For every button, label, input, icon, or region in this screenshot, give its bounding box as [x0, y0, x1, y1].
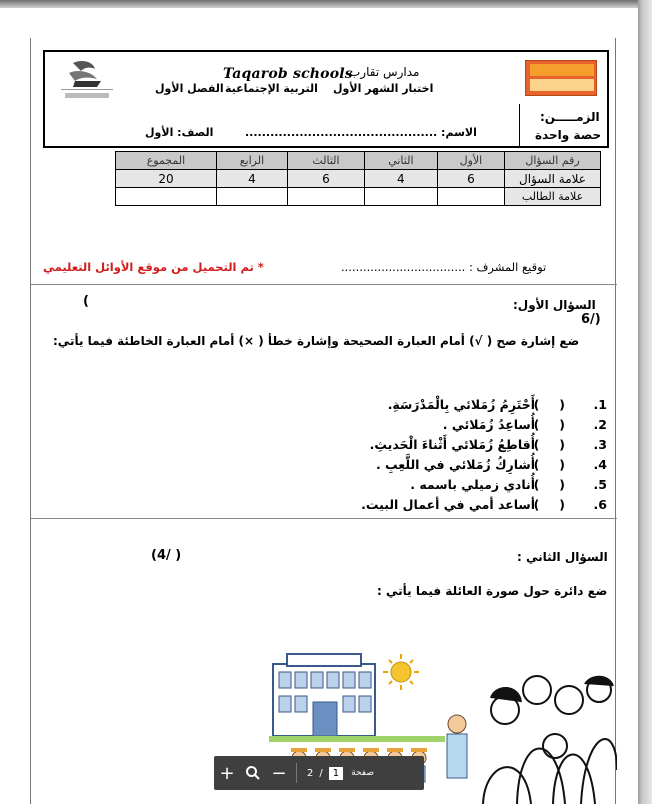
answer-box[interactable]: ()	[533, 496, 585, 512]
item-number: 5.	[593, 476, 607, 492]
table-cell: رقم السؤال	[505, 152, 601, 170]
brand-arabic: مدارس تقارب	[349, 65, 420, 79]
zoom-in-button[interactable]	[214, 756, 240, 790]
item-text: أساعد أمي في أعمال البيت.	[361, 496, 535, 512]
divider	[31, 518, 617, 519]
item-number: 6.	[593, 496, 607, 512]
grade-table	[115, 151, 601, 206]
table-cell: المجموع	[116, 152, 217, 170]
table-row	[116, 152, 601, 170]
exam-header	[43, 50, 609, 148]
item-number: 2.	[593, 416, 607, 432]
zoom-out-button[interactable]	[266, 756, 292, 790]
supervisor-signature: توقيع المشرف : ..................................	[341, 260, 547, 274]
page-separator: /	[319, 767, 323, 779]
list-item	[231, 394, 607, 414]
viewer-scrollbar-area[interactable]	[638, 0, 652, 804]
item-number: 3.	[593, 436, 607, 452]
table-cell: 4	[216, 170, 287, 188]
answer-box[interactable]: ()	[533, 416, 585, 432]
item-text: أُساعِدُ زُمَلائي .	[442, 416, 535, 432]
question2-instruction: ضع دائرة حول صورة العائلة فيما يأتي :	[377, 584, 608, 598]
table-cell[interactable]	[437, 188, 504, 206]
answer-box[interactable]: ()	[533, 456, 585, 472]
current-page-input[interactable]: 1	[329, 767, 343, 780]
family-portrait-icon	[483, 676, 617, 804]
total-pages: 2	[307, 767, 314, 779]
pdf-viewer-toolbar	[214, 756, 424, 790]
table-cell: الرابع	[216, 152, 287, 170]
table-cell: 6	[437, 170, 504, 188]
term-label: الفصل الأول	[155, 82, 224, 95]
item-text: أُشارِكُ زُمَلائي في اللَّعِبِ .	[375, 456, 535, 472]
answer-box[interactable]: ()	[533, 476, 585, 492]
table-cell: 20	[116, 170, 217, 188]
table-cell: 6	[287, 170, 364, 188]
teacher-icon	[447, 715, 467, 778]
list-item	[231, 494, 607, 514]
table-cell[interactable]	[364, 188, 437, 206]
list-item	[231, 454, 607, 474]
table-cell[interactable]	[216, 188, 287, 206]
question1-title: السؤال الأول:	[513, 298, 596, 312]
page-indicator	[307, 767, 343, 780]
student-name-field[interactable]: الاسم: ..............................................	[245, 126, 477, 139]
school-building-icon	[273, 654, 375, 736]
header-col-divider	[519, 104, 520, 148]
time-value: حصة واحدة	[535, 128, 602, 142]
class-label: الصف: الأول	[145, 126, 214, 139]
answer-box[interactable]: ()	[533, 436, 585, 452]
divider	[31, 284, 617, 285]
page-label: صفحة	[351, 768, 374, 778]
table-cell: الثاني	[364, 152, 437, 170]
viewer-top-edge	[0, 0, 652, 8]
table-row	[116, 170, 601, 188]
item-text: أَحْتَرِمُ زُمَلائي بِالْمَدْرَسَةِ.	[387, 396, 535, 412]
school-logo-icon	[51, 57, 123, 101]
brand-title: Taqarob schools	[223, 66, 353, 82]
download-note: * تم التحميل من موقع الأوائل التعليمي	[43, 260, 264, 274]
sun-icon	[383, 654, 419, 690]
exam-sheet	[30, 38, 616, 804]
list-item	[231, 414, 607, 434]
question2-title: السؤال الثاني :	[517, 550, 608, 564]
table-cell[interactable]	[287, 188, 364, 206]
minus-icon: −	[271, 762, 287, 784]
item-number: 1.	[593, 396, 607, 412]
exam-title: اختبار الشهر الأول	[333, 82, 434, 95]
list-item	[231, 434, 607, 454]
answer-box[interactable]: ()	[533, 396, 585, 412]
question2-mark: (4/ )	[151, 548, 182, 563]
subject-label: التربية الإجتماعية	[225, 82, 318, 95]
table-cell: 4	[364, 170, 437, 188]
plus-icon: +	[219, 762, 235, 784]
table-row	[116, 188, 601, 206]
table-cell: علامة الطالب	[505, 188, 601, 206]
list-item	[231, 474, 607, 494]
item-number: 4.	[593, 456, 607, 472]
time-label: الزمـــــن:	[540, 110, 600, 124]
table-cell: الثالث	[287, 152, 364, 170]
question1-items	[231, 394, 607, 514]
magnifier-icon	[245, 765, 261, 781]
question1-mark-open: (	[83, 294, 89, 309]
table-cell: علامة السؤال	[505, 170, 601, 188]
table-cell: الأول	[437, 152, 504, 170]
item-text: أُقاطِعُ زُمَلائي أَثْناءَ الْحَديثِ.	[369, 436, 535, 452]
question1-instruction: ضع إشارة صح ( √) أمام العبارة الصحيحة وإشارة خطأ ( ×) أمام العبارة الخاطئة فيما يأتي:	[53, 334, 580, 348]
document-page	[0, 8, 638, 804]
toolbar-separator	[296, 763, 297, 783]
item-text: أُنادي زميلي باسمه .	[410, 476, 535, 492]
question1-mark: 6/)	[581, 312, 601, 327]
table-cell[interactable]	[116, 188, 217, 206]
network-logo-icon	[525, 60, 597, 96]
magnifier-button[interactable]	[240, 756, 266, 790]
